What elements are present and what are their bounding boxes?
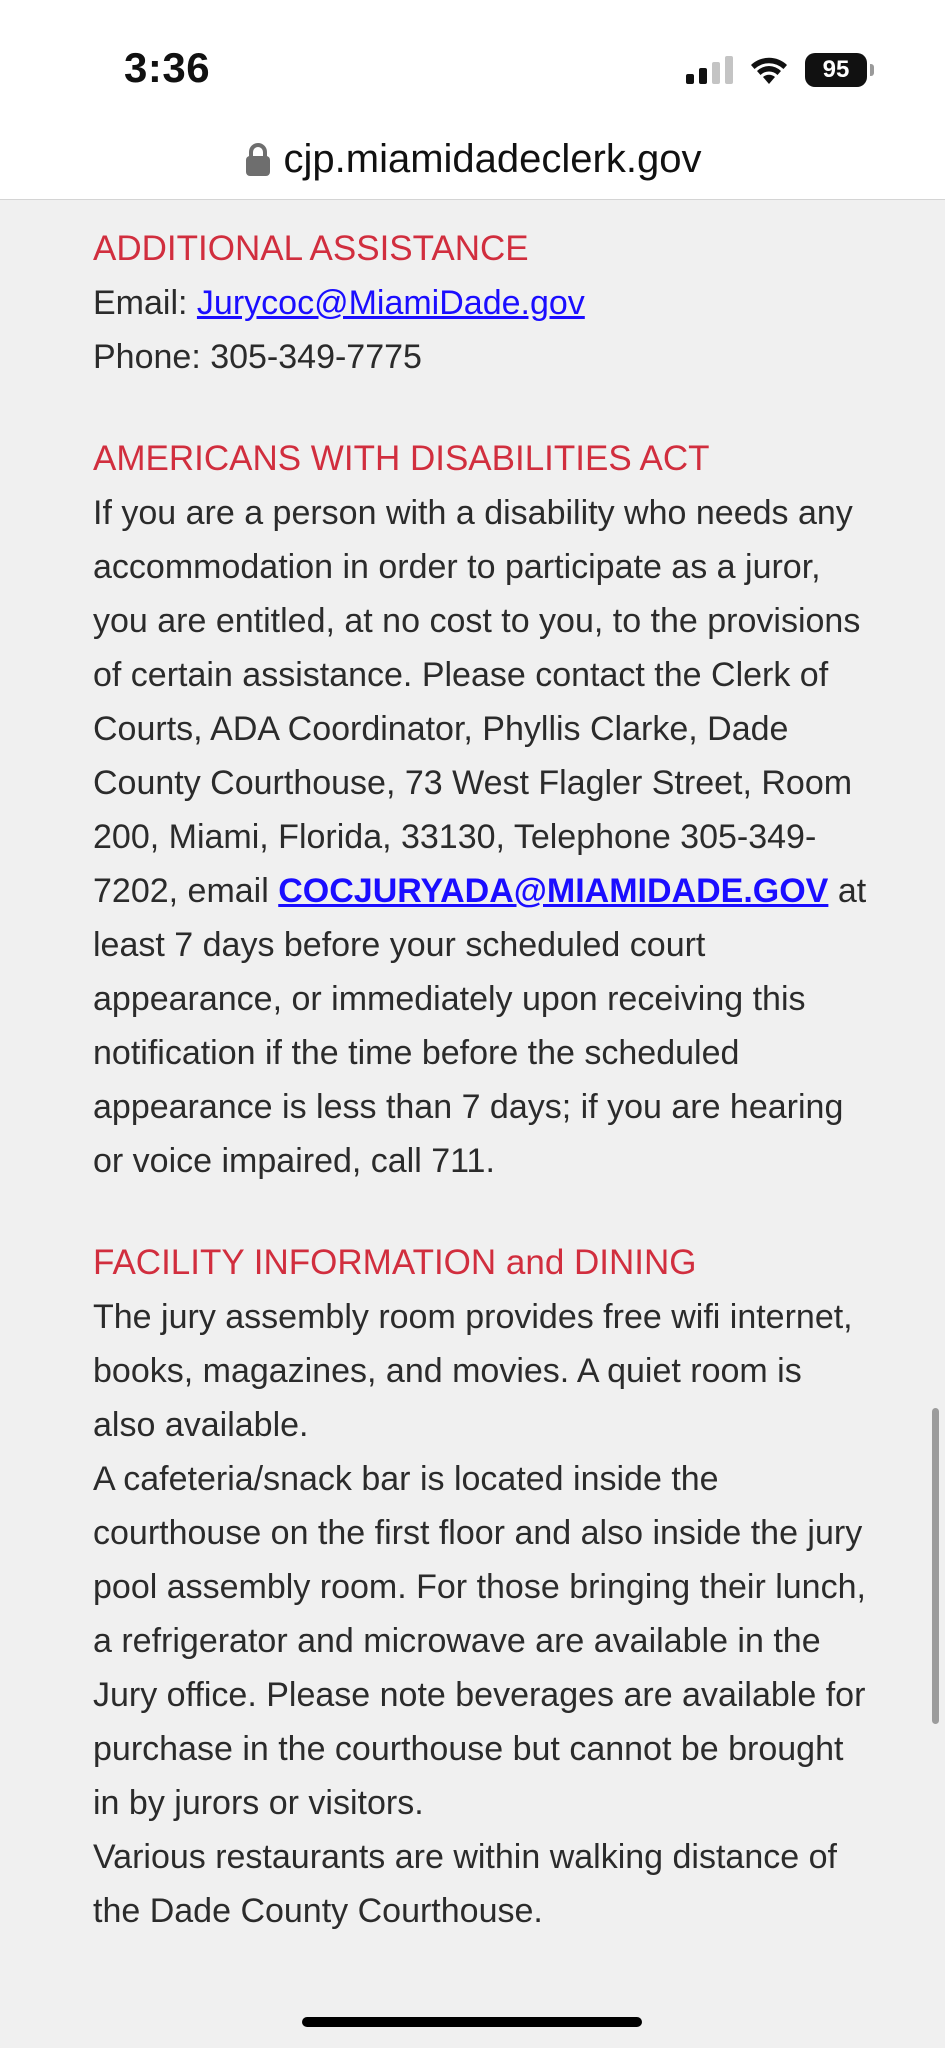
page-content [0,200,945,2048]
assistance-phone: Phone: 305-349-7775 [93,338,422,376]
email-label: Email: [93,284,197,322]
heading-facility-dining: FACILITY INFORMATION and DINING [93,1243,697,1282]
ada-text-after: at least 7 days before your scheduled court appearance, or immediately upon receiving this notification if the time before the scheduled appearance is less than 7 days; if you are hearing or voice impaired, call 711. [93,872,867,1180]
scrollbar[interactable] [932,1408,939,1724]
content-column [93,222,873,1938]
facility-paragraph-2: A cafeteria/snack bar is located inside the courthouse on the first floor and also inside the jury pool assembly room. For those bringing their lunch, a refrigerator and microwave are available in the Jury office. Please note beverages are available for purchase in the courthouse but cannot be brought in by jurors or visitors. [93,1460,866,1822]
status-icons [686,52,867,88]
facility-paragraph-1: The jury assembly room provides free wifi internet, books, magazines, and movies. A quiet room is also available. [93,1298,853,1444]
heading-ada: AMERICANS WITH DISABILITIES ACT [93,439,710,478]
url-text[interactable]: cjp.miamidadeclerk.gov [283,137,702,181]
ada-email-link[interactable]: COCJURYADA@MIAMIDADE.GOV [278,872,829,910]
battery-icon [805,53,867,87]
ada-paragraph [93,486,873,1188]
heading-additional-assistance: ADDITIONAL ASSISTANCE [93,229,529,268]
facility-paragraph-3: Various restaurants are within walking distance of the Dade County Courthouse. [93,1838,837,1930]
status-bar [0,0,945,120]
assistance-email-line [93,276,873,330]
lock-icon [244,142,272,178]
address-bar[interactable] [0,120,945,200]
cellular-signal-icon [686,56,733,84]
home-indicator[interactable] [302,2017,642,2027]
ada-text-before: If you are a person with a disability who needs any accommodation in order to participate as a juror, you are entitled, at no cost to you, to the provisions of certain assistance. Please contact the Clerk of Courts, ADA Coordinator, Phyllis Clarke, Dade County Courthouse, 73 West Flagler Street, Room 200, Miami, Florida, 33130, Telephone 305-349-7202, email [93,494,861,910]
battery-level: 95 [822,56,850,83]
wifi-icon [749,54,789,86]
jury-email-link[interactable]: Jurycoc@MiamiDade.gov [196,284,585,322]
status-time: 3:36 [124,44,211,91]
